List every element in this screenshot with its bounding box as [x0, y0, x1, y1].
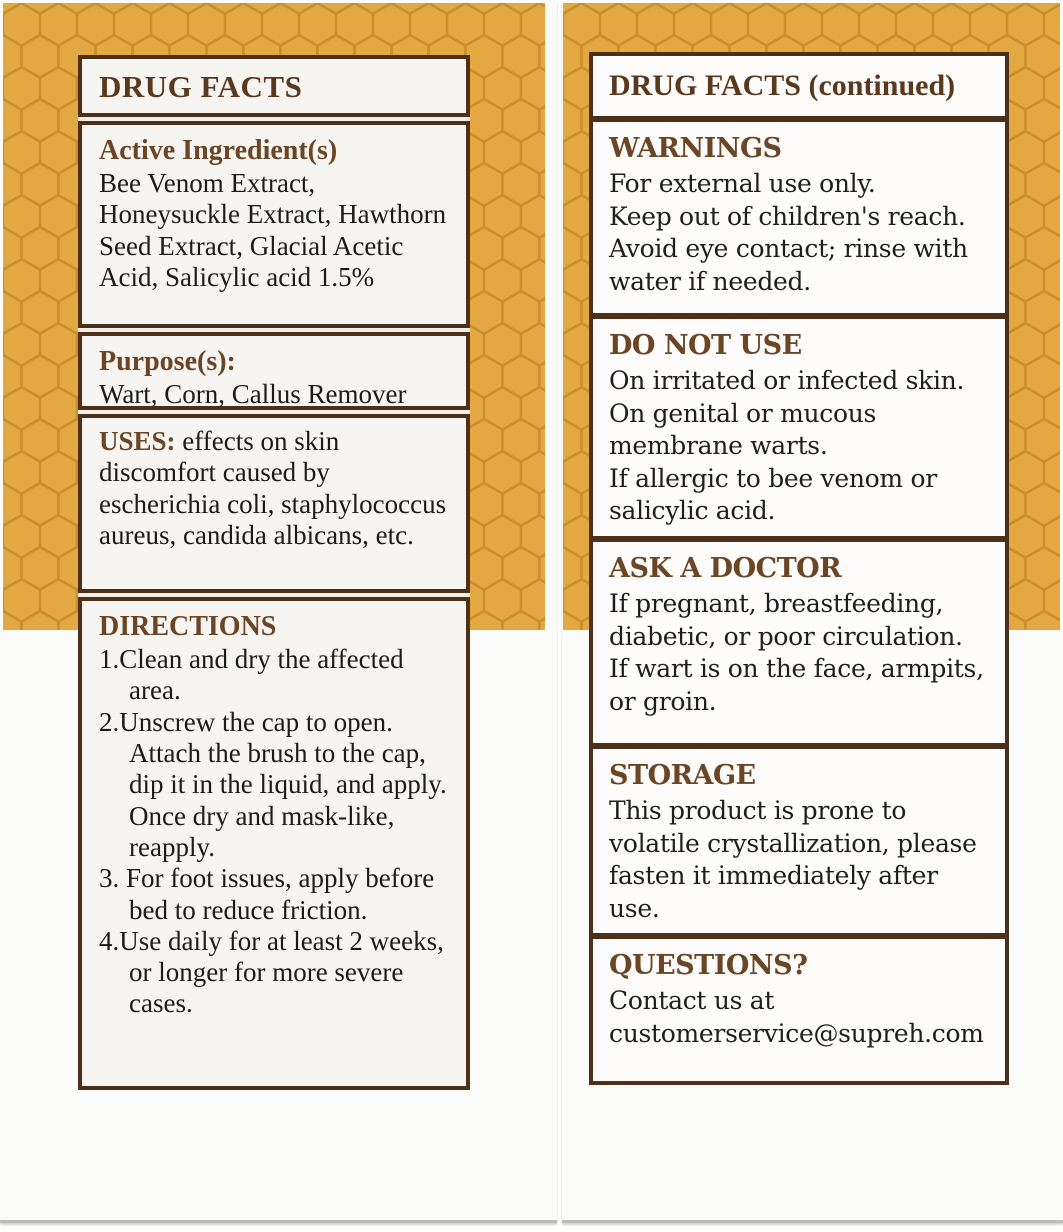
section-warnings	[593, 116, 1005, 313]
do-not-use-heading: DO NOT USE	[609, 330, 802, 361]
purpose-heading: Purpose(s):	[99, 346, 236, 377]
uses-heading: USES:	[99, 426, 176, 456]
panel-title-suffix: (continued)	[800, 69, 956, 102]
section-ask-a-doctor	[593, 536, 1005, 743]
questions-line: Contact us at	[609, 986, 775, 1016]
directions-step-2: 2.Unscrew the cap to open. Attach the brush to the cap, dip it in the liquid, and apply. Once dry and mask-like, reapply.	[99, 706, 447, 862]
directions-heading: DIRECTIONS	[99, 611, 277, 642]
do-not-use-line: On genital or mucous membrane warts.	[609, 398, 877, 461]
section-do-not-use	[593, 313, 1005, 536]
drug-facts-panel	[78, 55, 470, 1090]
label-card-right	[562, 0, 1063, 1223]
drug-facts-panel-continued	[589, 52, 1009, 1085]
storage-line: This product is prone to volatile crystallization, please fasten it immediately after use.	[609, 796, 977, 923]
section-purpose	[78, 332, 470, 410]
panel-title: DRUG FACTS	[99, 68, 303, 104]
panel-title-main: DRUG FACTS	[609, 69, 801, 102]
questions-heading: QUESTIONS?	[609, 950, 808, 982]
do-not-use-line: On irritated or infected skin.	[609, 366, 965, 396]
directions-step-1: 1.Clean and dry the affected area.	[99, 644, 404, 706]
questions-email: customerservice@supreh.com	[609, 1018, 984, 1048]
section-uses	[78, 414, 470, 593]
section-active-ingredients	[78, 121, 470, 328]
warnings-line: For external use only.	[609, 169, 876, 199]
ask-a-doctor-line: If pregnant, breastfeeding, diabetic, or poor circulation.	[609, 589, 963, 651]
section-storage	[593, 743, 1005, 933]
ask-a-doctor-heading: ASK A DOCTOR	[609, 553, 842, 584]
storage-heading: STORAGE	[609, 760, 756, 791]
section-questions	[593, 933, 1005, 1081]
warnings-heading: WARNINGS	[609, 133, 782, 164]
section-directions	[78, 597, 470, 1090]
ask-a-doctor-line: If wart is on the face, armpits, or groin.	[609, 654, 984, 716]
purpose-body: Wart, Corn, Callus Remover	[99, 379, 407, 409]
active-ingredients-heading: Active Ingredient(s)	[99, 135, 338, 166]
warnings-line: Keep out of children's reach.	[609, 201, 966, 231]
uses-text: effects on skin discomfort caused by escherichia coli, staphylococcus aureus, candida albicans, etc.	[99, 426, 447, 550]
directions-step-3: 3. For foot issues, apply before bed to reduce friction.	[99, 863, 435, 925]
uses-body	[99, 426, 451, 551]
directions-step-4: 4.Use daily for at least 2 weeks, or longer for more severe cases.	[99, 925, 444, 1019]
warnings-line: Avoid eye contact; rinse with water if needed.	[609, 234, 968, 296]
panel-title-continued	[609, 69, 955, 103]
active-ingredients-body: Bee Venom Extract, Honeysuckle Extract, Hawthorn Seed Extract, Glacial Acetic Acid, Salicylic acid 1.5%	[99, 168, 447, 292]
do-not-use-line: If allergic to bee venom or salicylic acid.	[609, 463, 937, 526]
drug-facts-header	[78, 55, 470, 117]
drug-facts-continued-header	[593, 56, 1005, 116]
